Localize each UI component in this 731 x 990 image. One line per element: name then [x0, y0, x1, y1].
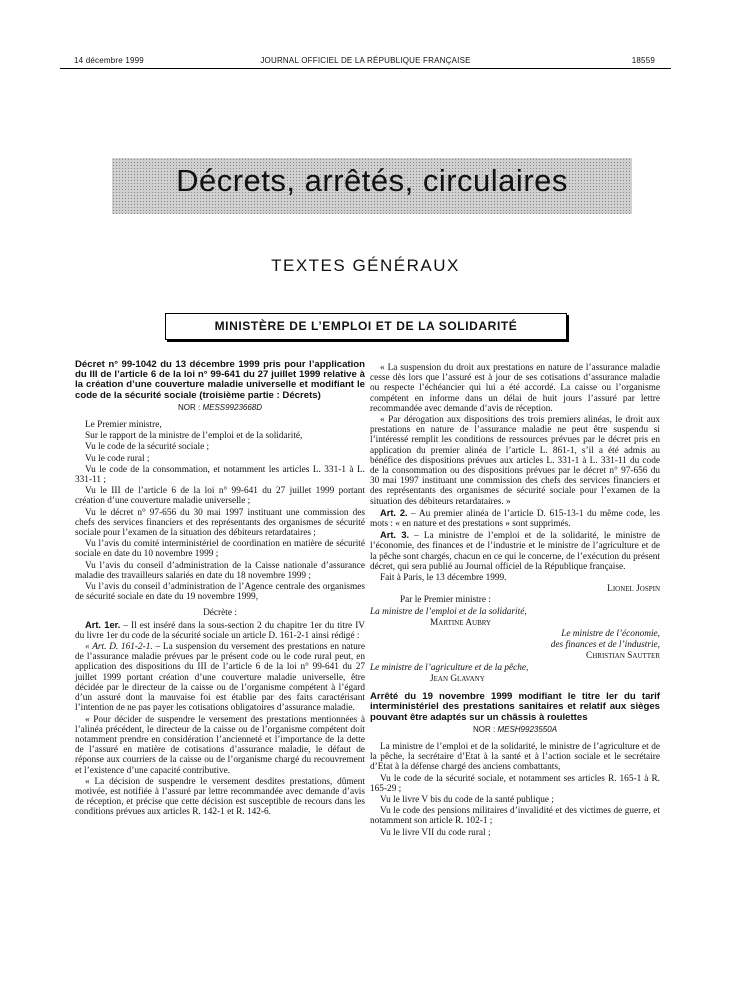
- signatory-2-name: Christian Sautter: [586, 651, 660, 662]
- article-2-label: Art. 2.: [380, 507, 408, 518]
- arrete-paragraph: Vu le code de la sécurité sociale, et notamment ses articles R. 165-1 à R. 165-29 ;: [370, 773, 660, 794]
- section-heading: TEXTES GÉNÉRAUX: [271, 256, 460, 275]
- paragraph-decider: « Pour décider de suspendre le versement des prestations mentionnées à l’alinéa précédent, le directeur de la caisse ou de l’organisme compétent doit notamment prendre en considération l’ancienneté et l’importance de la dette de l’assuré en matière de cotisations d’assurance maladie, le défaut de réponse aux courriers de la caisse ou de l’organisme chargé du recouvrement et l’existence d’une capacité contributive.: [75, 714, 365, 776]
- visa-line: Vu l’avis du conseil d’administration de la Caisse nationale d’assurance maladie des travailleurs salariés en date du 18 novembre 1999 ;: [75, 560, 365, 581]
- article-1-text: – Il est inséré dans la sous-section 2 du chapitre 1er du titre IV du livre 1er du code de la sécurité sociale un article D. 161-2-1 ainsi rédigé :: [75, 620, 366, 641]
- visa-line: Vu l’avis du conseil d’administration de l’Agence centrale des organismes de sécurité sociale en date du 19 novembre 1999,: [75, 582, 365, 603]
- arrete-paragraph: La ministre de l’emploi et de la solidarité, le ministre de l’agriculture et de la pêche, la secrétaire d’Etat à la santé et à l’action sociale et le secrétaire d’Etat à la défense chargé des anciens combattants,: [370, 741, 660, 773]
- article-3: [370, 530, 660, 572]
- signatory-1-title: La ministre de l’emploi et de la solidarité,: [370, 606, 527, 617]
- fait-a-paris: Fait à Paris, le 13 décembre 1999.: [380, 573, 507, 584]
- visa-line: Vu l’avis du comité interministériel de coordination en matière de sécurité sociale en date du 10 novembre 1999 ;: [75, 539, 365, 560]
- arrete-paragraph: Vu le livre V bis du code de la santé publique ;: [380, 794, 554, 805]
- arrete-nor: [370, 725, 660, 735]
- header-date: 14 décembre 1999: [74, 56, 144, 65]
- article-3-label: Art. 3.: [380, 530, 410, 541]
- left-column: [75, 360, 365, 819]
- section-banner: [112, 158, 632, 214]
- visa-line: Vu le III de l’article 6 de la loi n° 99-641 du 27 juillet 1999 portant création d’une couverture maladie universelle ;: [75, 486, 365, 507]
- visa-line: Le Premier ministre,: [85, 420, 162, 431]
- ministry-heading: MINISTÈRE DE L’EMPLOI ET DE LA SOLIDARITÉ: [165, 313, 567, 340]
- nor-label: NOR :: [472, 724, 496, 734]
- article-1: [75, 620, 365, 641]
- visa-line: Vu le décret n° 97-656 du 30 mai 1997 instituant une commission des chefs des services financiers et des représentants des organismes de sécurité sociale pour l’examen de la situation des débiteurs retardataires ;: [75, 507, 365, 539]
- decret-nor: [75, 403, 365, 413]
- right-column: [370, 363, 660, 839]
- signatory-3-title: Le ministre de l’agriculture et de la pêche,: [370, 662, 529, 673]
- signatory-1-name: Martine Aubry: [430, 617, 492, 628]
- nor-label: NOR :: [177, 402, 201, 412]
- header-page-number: 18559: [631, 56, 655, 65]
- nor-value: MESH9923550A: [497, 724, 558, 734]
- article-d161-label: « Art. D. 161-2-1.: [85, 642, 153, 653]
- paragraph-decision: « La décision de suspendre le versement desdites prestations, dûment motivée, est notifiée à l’assuré par lettre recommandée avec demande d’avis de réception, et précise que cette décision est susceptible de recours dans les conditions prévues aux articles R. 142-1 et R. 142-6.: [75, 776, 365, 818]
- article-d161-text: – La suspension du versement des prestations en nature de l’assurance maladie prévues par le présent code ou le code rural peut, en application des dispositions du III de l’article 6 de la loi n° 99-641 du 27 juillet 1999 portant création d’une couverture maladie universelle, être décidée par le directeur de la caisse ou de l’organisme compétent à l’égard d’un assuré dont la mauvaise foi est établie par des faits caractérisant l’intention de ne pas payer les cotisations obligatoires d’assurance maladie.: [75, 642, 365, 714]
- visa-line: Sur le rapport de la ministre de l’emploi et de la solidarité,: [85, 431, 303, 442]
- visa-line: Vu le code de la consommation, et notamment les articles L. 331-1 à L. 331-11 ;: [75, 464, 365, 486]
- header-rule: [60, 68, 671, 69]
- par-premier-ministre: Par le Premier ministre :: [400, 595, 491, 606]
- article-d161: [75, 642, 365, 713]
- signatory-2-title-a: Le ministre de l’économie,: [561, 629, 660, 640]
- visa-line: Vu le code rural ;: [85, 453, 150, 464]
- header-journal-title: JOURNAL OFFICIEL DE LA RÉPUBLIQUE FRANÇAISE: [260, 56, 471, 65]
- article-2-text: – Au premier alinéa de l’article D. 615-13-1 du même code, les mots : « en nature et des prestations » sont supprimés.: [370, 508, 660, 530]
- signatory-3-name: Jean Glavany: [430, 673, 485, 684]
- arrete-paragraph: Vu le code des pensions militaires d’invalidité et des victimes de guerre, et notamment son article R. 102-1 ;: [370, 806, 660, 827]
- nor-value: MESS9923668D: [202, 402, 263, 412]
- article-3-text: – La ministre de l’emploi et de la solidarité, le ministre de l’économie, des finances et de l’industrie et le ministre de l’agriculture et de la pêche sont chargés, chacun en ce qui le concerne, de l’exécution du présent décret, qui sera publié au Journal officiel de la République française.: [370, 531, 660, 572]
- decret-title: Décret n° 99-1042 du 13 décembre 1999 pris pour l’application du III de l’article 6 de la loi n° 99-641 du 27 juillet 1999 relative à la création d’une couverture maladie universelle et modifiant le code de la sécurité sociale (troisième partie : Décrets): [75, 359, 365, 401]
- decrete-heading: Décrète :: [203, 608, 237, 619]
- paragraph-derogation: « Par dérogation aux dispositions des trois premiers alinéas, le droit aux prestations en nature de l’assurance maladie ne peut être suspendu si l’intéressé remplit les conditions de ressources prévues par le décret pris en application du premier alinéa de l’article L. 861-1, s’il a été admis au bénéfice des dispositions prévues aux articles L. 331-1 à L. 331-11 du code de la consommation ou des dispositions prévues par le décret n° 97-656 du 30 mai 1997 instituant une commission des chefs des services financiers et des représentants des organismes de sécurité sociale pour l’examen de la situation des débiteurs retardataires. »: [370, 415, 660, 507]
- article-2: [370, 508, 660, 529]
- article-1-label: Art. 1er.: [85, 619, 121, 630]
- signature-pm: Lionel Jospin: [607, 584, 660, 595]
- arrete-paragraph: Vu le livre VII du code rural ;: [380, 827, 491, 838]
- signatory-2-title-b: des finances et de l’industrie,: [550, 640, 660, 651]
- paragraph-suspension: « La suspension du droit aux prestations en nature de l’assurance maladie cesse dès lors que l’assuré est à jour de ses cotisations d’assurance maladie ou respecte l’échéancier qui lui a été accordé. La caisse ou l’organisme compétent en informe dans un délai de huit jours l’assuré par lettre recommandée avec demande d’avis de réception.: [370, 363, 660, 414]
- visa-line: Vu le code de la sécurité sociale ;: [85, 442, 210, 453]
- arrete-title: Arrêté du 19 novembre 1999 modifiant le titre Ier du tarif interministériel des prestations sanitaires et relatif aux sièges pouvant être adaptés sur un châssis à roulettes: [370, 691, 660, 723]
- banner-title: Décrets, arrêtés, circulaires: [176, 163, 568, 198]
